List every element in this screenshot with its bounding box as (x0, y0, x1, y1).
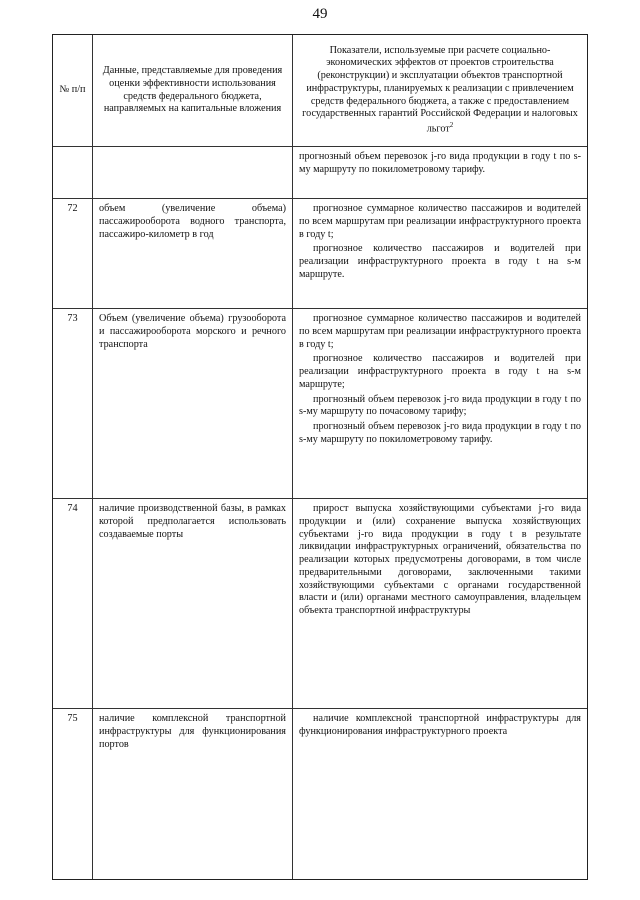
indicators-table (52, 34, 588, 880)
table-row (53, 499, 587, 709)
table-row (53, 709, 587, 879)
header-indicators-cell (293, 35, 587, 146)
indicator-text: прогнозный объем перевозок j-го вида продукции в году t по s-му маршруту по покилометровому тарифу. (299, 151, 581, 175)
header-data-cell (93, 35, 293, 146)
table-row (53, 199, 587, 309)
row-data-cell: наличие комплексной транспортной инфраструктуры для функционирования портов (93, 709, 293, 879)
row-indicators-cell (293, 309, 587, 498)
indicator-text: прирост выпуска хозяйствующими субъектами j-го вида продукции и (или) сохранение выпуска хозяйствующих субъектами j-го вида продукции в году t в результате ликвидации инфраструктурных ограничений, обязательства по реализации которых предусмотрены договорами, в том числе предварительными договорами, заключенными такими хозяйствующими субъектами с органами государственной власти и (или) органами местного самоуправления, владельцем объекта транспортной инфраструктуры (299, 503, 581, 616)
table-row-continuation (53, 147, 587, 199)
row-data-cell: наличие производственной базы, в рамках которой предполагается использовать создаваемые порты (93, 499, 293, 708)
row-data-cell: Объем (увеличение объема) грузооборота и пассажирооборота морского и речного транспорта (93, 309, 293, 498)
row-data-cell (93, 147, 293, 198)
row-indicators-cell (293, 147, 587, 198)
table-row (53, 309, 587, 499)
row-number-cell: 73 (53, 309, 93, 498)
indicator-text: прогнозное суммарное количество пассажиров и водителей по всем маршрутам при реализации инфраструктурного проекта в году t; (299, 203, 581, 240)
indicator-text: прогнозное суммарное количество пассажиров и водителей по всем маршрутам при реализации инфраструктурного проекта в году t; (299, 313, 581, 350)
header-footnote-mark: 2 (449, 121, 454, 130)
header-indicators-label: Показатели, используемые при расчете социально-экономических эффектов от проектов строительства (реконструкции) и эксплуатации объектов транспортной инфраструктуры, планируемых к реализации с привлечением средств федерального бюджета, а также с предоставлением государственных гарантий Российской Федерации и налоговых льгот (302, 44, 578, 135)
row-data-cell: объем (увеличение объема) пассажирооборота водного транспорта, пассажиро-километр в год (93, 199, 293, 308)
indicator-text: прогнозное количество пассажиров и водителей при реализации инфраструктурного проекта в году t на s-м маршруте; (299, 353, 581, 390)
header-number-cell (53, 35, 93, 146)
indicator-text: наличие комплексной транспортной инфраструктуры для функционирования инфраструктурного проекта (299, 713, 581, 737)
header-data-label: Данные, представляемые для проведения оценки эффективности использования средств федерального бюджета, направляемых на капитальные вложения (102, 65, 283, 115)
row-number-cell: 75 (53, 709, 93, 879)
table-header-row (53, 35, 587, 147)
indicator-text: прогнозный объем перевозок j-го вида продукции в году t по s-му маршруту по почасовому тарифу; (299, 393, 581, 418)
header-number-label: № п/п (59, 84, 86, 96)
row-number-cell: 72 (53, 199, 93, 308)
row-indicators-cell (293, 709, 587, 879)
row-indicators-cell (293, 199, 587, 308)
row-number-cell (53, 147, 93, 198)
row-indicators-cell (293, 499, 587, 708)
indicator-text: прогнозное количество пассажиров и водителей при реализации инфраструктурного проекта в году t на s-м маршруте. (299, 243, 581, 280)
indicator-text: прогнозный объем перевозок j-го вида продукции в году t по s-му маршруту по покилометровому тарифу. (299, 421, 581, 445)
row-number-cell: 74 (53, 499, 93, 708)
page-number: 49 (312, 6, 328, 22)
